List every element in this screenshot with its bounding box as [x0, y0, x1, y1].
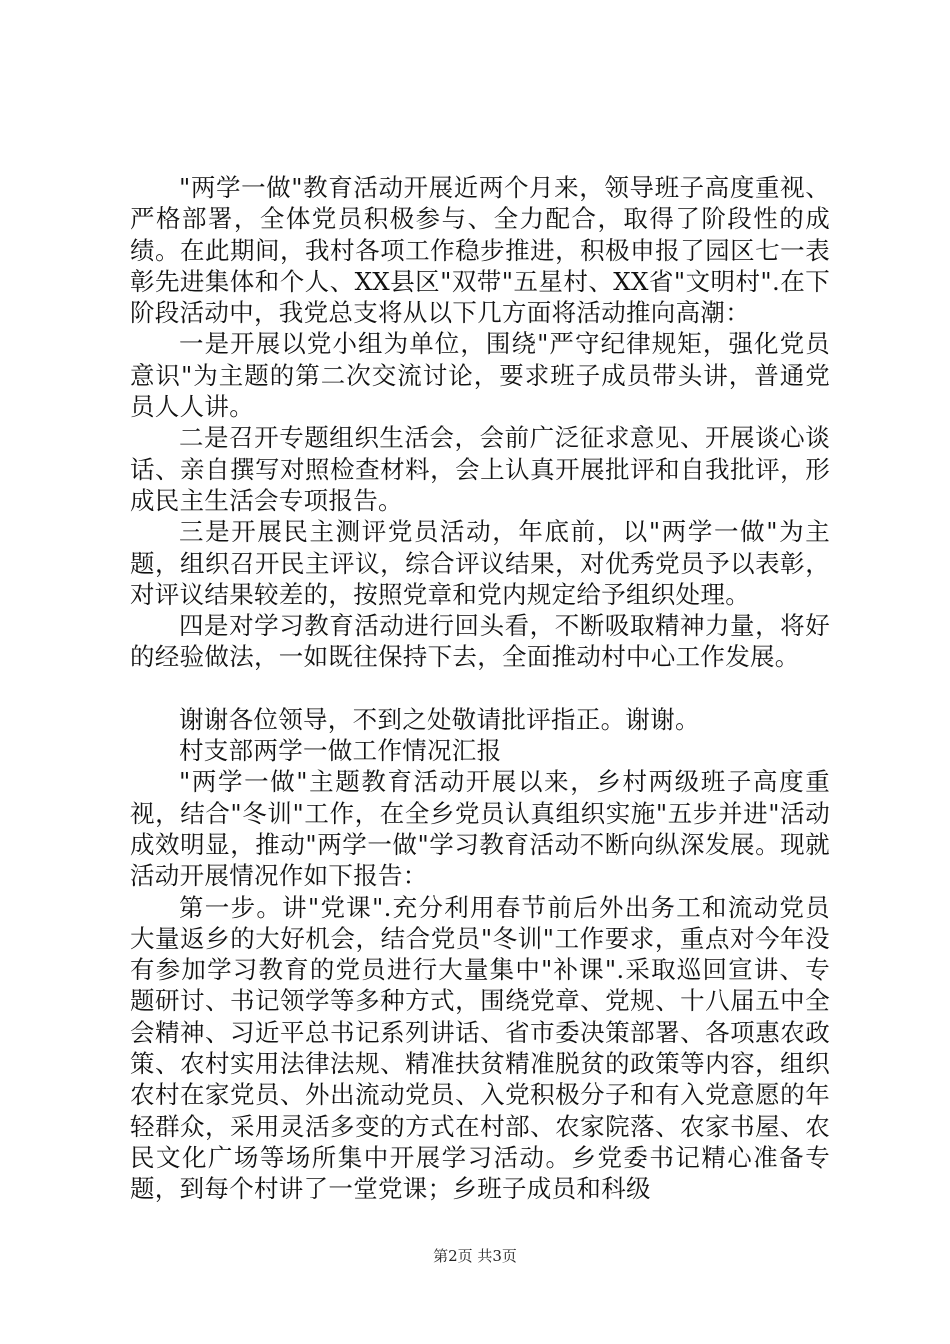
paragraph: 三是开展民主测评党员活动，年底前，以"两学一做"为主题，组织召开民主评议，综合评议结果，对优秀党员予以表彰，对评议结果较差的，按照党章和党内规定给予组织处理。 — [130, 517, 830, 609]
paragraph: 第一步。讲"党课".充分利用春节前后外出务工和流动党员大量返乡的大好机会，结合党员"冬训"工作要求，重点对今年没有参加学习教育的党员进行大量集中"补课".采取巡回宣讲、专题研讨、书记领学等多种方式，围绕党章、党规、十八届五中全会精神、习近平总书记系列讲话、省市委决策部署、各项惠农政策、农村实用法律法规、精准扶贫精准脱贫的政策等内容，组织农村在家党员、外出流动党员、入党积极分子和有入党意愿的年轻群众，采用灵活多变的方式在村部、农家院落、农家书屋、农民文化广场等场所集中开展学习活动。乡党委书记精心准备专题，到每个村讲了一堂党课；乡班子成员和科级 — [130, 892, 830, 1204]
paragraph: 谢谢各位领导，不到之处敬请批评指正。谢谢。 — [179, 704, 700, 734]
page-number: 第2页 共3页 — [433, 1247, 517, 1265]
paragraph: 一是开展以党小组为单位，围绕"严守纪律规矩，强化党员意识"为主题的第二次交流讨论，要求班子成员带头讲，普通党员人人讲。 — [130, 329, 830, 422]
paragraph: 四是对学习教育活动进行回头看，不断吸取精神力量，将好的经验做法，一如既往保持下去，全面推动村中心工作发展。 — [130, 611, 830, 672]
paragraph-gap — [130, 673, 830, 704]
section-title: 村支部两学一做工作情况汇报 — [179, 736, 502, 766]
document-body — [130, 172, 830, 1205]
paragraph: 二是召开专题组织生活会，会前广泛征求意见、开展谈心谈话、亲自撰写对照检查材料，会上认真开展批评和自我批评，形成民主生活会专项报告。 — [130, 423, 830, 515]
page-footer — [0, 1246, 950, 1266]
paragraph: "两学一做"教育活动开展近两个月来，领导班子高度重视、严格部署，全体党员积极参与、全力配合，取得了阶段性的成绩。在此期间，我村各项工作稳步推进，积极申报了园区七一表彰先进集体和个人、XX县区"双带"五星村、XX省"文明村".在下阶段活动中，我党总支将从以下几方面将活动推向高潮： — [130, 173, 830, 328]
paragraph: "两学一做"主题教育活动开展以来，乡村两级班子高度重视，结合"冬训"工作，在全乡党员认真组织实施"五步并进"活动成效明显，推动"两学一做"学习教育活动不断向纵深发展。现就活动开展情况作如下报告： — [130, 767, 830, 891]
